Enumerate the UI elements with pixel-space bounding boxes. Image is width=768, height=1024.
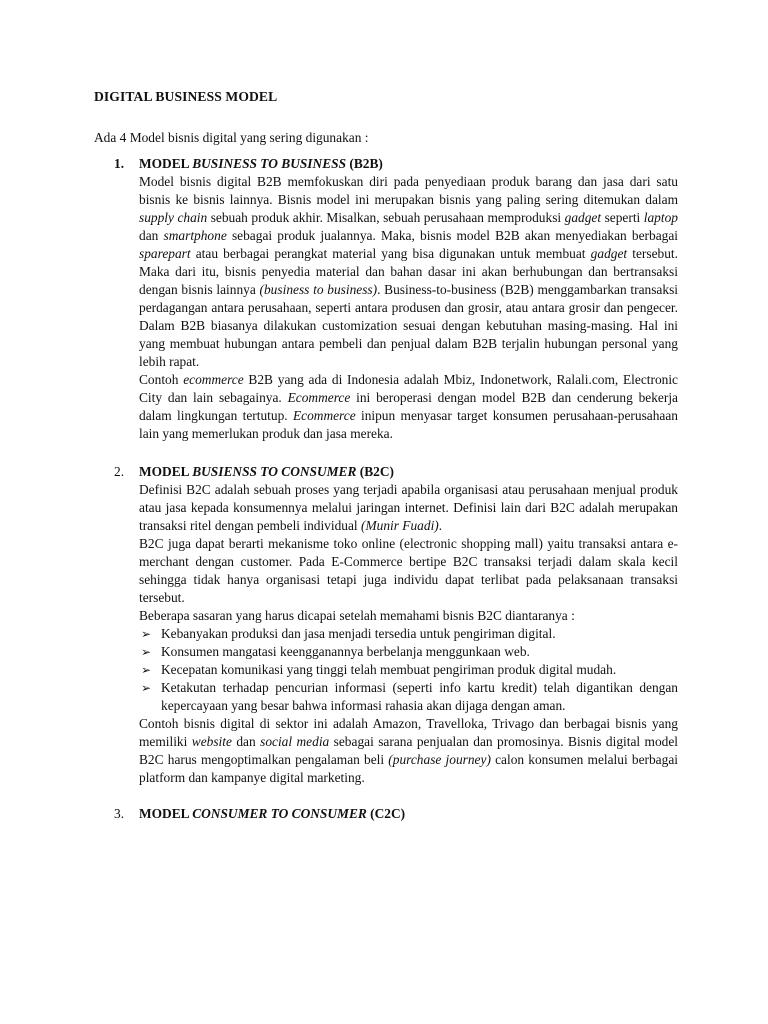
b2b-paragraph-examples: Contoh ecommerce B2B yang ada di Indonesia adalah Mbiz, Indonetwork, Ralali.com, Electronic City dan lain sebagainya. Ecommerce ini beroperasi dengan model B2B dan cenderung bekerja dalam lingkungan tertutup. Ecommerce inipun menyasar target konsumen perusahaan-perusahaan lain yang memerlukan produk dan jasa mereka. [139, 372, 679, 441]
section-b2c [94, 463, 678, 787]
arrow-bullet-icon: ➢ [141, 663, 152, 677]
b2b-paragraph-definition: Model bisnis digital B2B memfokuskan diri pada penyediaan produk barang dan jasa dari satu bisnis ke bisnis lainnya. Bisnis model ini merupakan bisnis yang paling sering ditemukan dalam supply chain sebuah produk akhir. Misalkan, sebuah perusahaan memproduksi gadget seperti laptop dan smartphone sebagai produk jualannya. Maka, bisnis model B2B akan menyediakan berbagai sparepart atau berbagai perangkat material yang bisa digunakan untuk membuat gadget tersebut. Maka dari itu, bisnis penyedia material dan bahan dasar ini akan berhubungan dan bertransaksi dengan bisnis lainnya (business to business). Business-to-business (B2B) menggambarkan transaksi perdagangan antara perusahaan, seperti antara produsen dan grosir, atau antara grosir dan pengecer. Dalam B2B biasanya dilakukan customization sesuai dengan kebutuhan masing-masing. Hal ini yang membuat hubungan antara pembeli dan penjual dalam B2B terjalin hubungan personal yang lebih rapat. [139, 174, 679, 369]
list-item: ➢ Konsumen mangatasi keengganannya berbelanja menggunkaan web. [141, 644, 530, 659]
section-heading-c2c: 3. MODEL CONSUMER TO CONSUMER (C2C) [114, 806, 406, 821]
arrow-bullet-icon: ➢ [141, 645, 152, 659]
list-item: ➢ Ketakutan terhadap pencurian informasi (seperti info kartu kredit) telah digantikan dengan kepercayaan yang besar bahwa informasi rahasia akan dijaga dengan aman. [141, 680, 678, 713]
b2c-paragraph-goals-intro: Beberapa sasaran yang harus dicapai setelah memahami bisnis B2C diantaranya : [139, 608, 575, 623]
section-number: 3. [114, 806, 125, 821]
section-heading-b2b: 1. MODEL BUSINESS TO BUSINESS (B2B) [114, 156, 383, 171]
document-title: DIGITAL BUSINESS MODEL [94, 89, 278, 104]
section-c2c [94, 805, 678, 823]
section-number: 1. [114, 156, 125, 171]
arrow-bullet-icon: ➢ [141, 681, 152, 695]
section-number: 2. [114, 464, 125, 479]
b2c-paragraph-online-store: B2C juga dapat berarti mekanisme toko online (electronic shopping mall) yaitu transaksi antara e-merchant dengan customer. Pada E-Commerce bertipe B2C transaksi terjadi dalam skala kecil sehingga tidak hanya organisasi tetapi juga individu dapat terlibat pada pelaksanaan transaksi tersebut. [139, 536, 678, 605]
intro-text: Ada 4 Model bisnis digital yang sering digunakan : [94, 130, 369, 145]
b2c-paragraph-definition: Definisi B2C adalah sebuah proses yang terjadi apabila organisasi atau perusahaan menjual produk atau jasa kepada konsumennya melalui jaringan internet. Definisi lain dari B2C adalah merupakan transaksi ritel dengan pembeli individual (Munir Fuadi). [139, 482, 678, 533]
b2c-paragraph-examples: Contoh bisnis digital di sektor ini adalah Amazon, Travelloka, Trivago dan berbagai bisnis yang memiliki website dan social media sebagai sarana penjualan dan promosinya. Bisnis digital model B2C harus mengoptimalkan pengalaman beli (purchase journey) calon konsumen melalui berbagai platform dan kampanye digital marketing. [139, 716, 679, 785]
b2c-goals-list [139, 625, 678, 715]
list-item: ➢ Kecepatan komunikasi yang tinggi telah membuat pengiriman produk digital mudah. [141, 662, 617, 677]
section-b2b [94, 155, 678, 443]
section-heading-b2c: 2. MODEL BUSIENSS TO CONSUMER (B2C) [114, 464, 394, 479]
arrow-bullet-icon: ➢ [141, 627, 152, 641]
list-item: ➢ Kebanyakan produksi dan jasa menjadi tersedia untuk pengiriman digital. [141, 626, 556, 641]
